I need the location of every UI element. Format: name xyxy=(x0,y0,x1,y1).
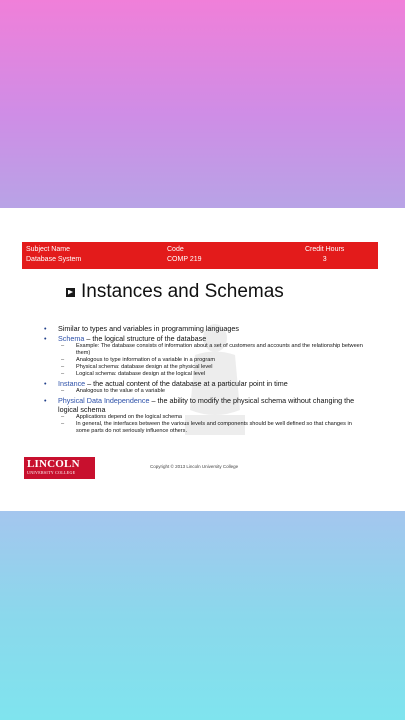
sub-item: – Example: The database consists of information about a set of customers and accounts and the relationship between them) xyxy=(44,343,364,357)
sub-item: – In general, the interfaces between the various levels and components should be well defined so that changes in some parts do not seriously influence others. xyxy=(44,421,364,435)
credit-column xyxy=(305,245,344,264)
list-item xyxy=(44,396,364,414)
code-label: Code xyxy=(167,246,184,253)
item-keyword: Schema xyxy=(58,334,85,343)
lincoln-logo xyxy=(24,457,95,479)
item-text: – the actual content of the database at a particular point in time xyxy=(85,379,288,388)
list-item xyxy=(44,324,364,333)
sub-item: – Logical schema: database design at the logical level xyxy=(44,371,364,378)
item-keyword: Instance xyxy=(58,379,86,388)
item-2 xyxy=(44,379,364,395)
item-text: Similar to types and variables in programming languages xyxy=(58,324,239,333)
bullet-list xyxy=(44,323,364,435)
list-item xyxy=(44,379,364,388)
credit-value: 3 xyxy=(322,256,327,263)
list-item xyxy=(44,334,364,343)
subject-value: Database System xyxy=(26,256,82,263)
sub-item: – Applications depend on the logical schema xyxy=(44,414,364,421)
subject-label: Subject Name xyxy=(26,246,70,253)
slide xyxy=(0,208,405,511)
sub-item: – Analogous to type information of a variable in a program xyxy=(44,357,364,364)
code-column xyxy=(167,245,202,264)
logo-sub-text: UNIVERSITY COLLEGE xyxy=(27,470,76,475)
code-value: COMP 219 xyxy=(167,256,202,263)
top-gradient-background xyxy=(0,0,405,208)
logo-main-text: LINCOLN xyxy=(27,458,80,470)
sub-item: – Physical schema: database design at the physical level xyxy=(44,364,364,371)
item-keyword: Physical Data Independence xyxy=(58,396,150,405)
title-row xyxy=(66,278,284,306)
credit-label: Credit Hours xyxy=(305,246,345,253)
item-0 xyxy=(44,324,364,333)
slide-title: Instances and Schemas xyxy=(81,281,284,302)
bottom-gradient-background xyxy=(0,511,405,720)
item-text: – the ability to modify the physical schema without changing the logical schema xyxy=(58,396,355,414)
course-header-bar xyxy=(22,242,378,269)
item-3 xyxy=(44,396,364,435)
title-bullet-icon xyxy=(66,288,75,297)
sub-item: – Analogous to the value of a variable xyxy=(44,388,364,395)
copyright-text: Copyright © 2013 Lincoln University College xyxy=(150,464,239,469)
item-1 xyxy=(44,334,364,378)
subject-column xyxy=(26,245,81,264)
item-text: – the logical structure of the database xyxy=(84,334,207,343)
